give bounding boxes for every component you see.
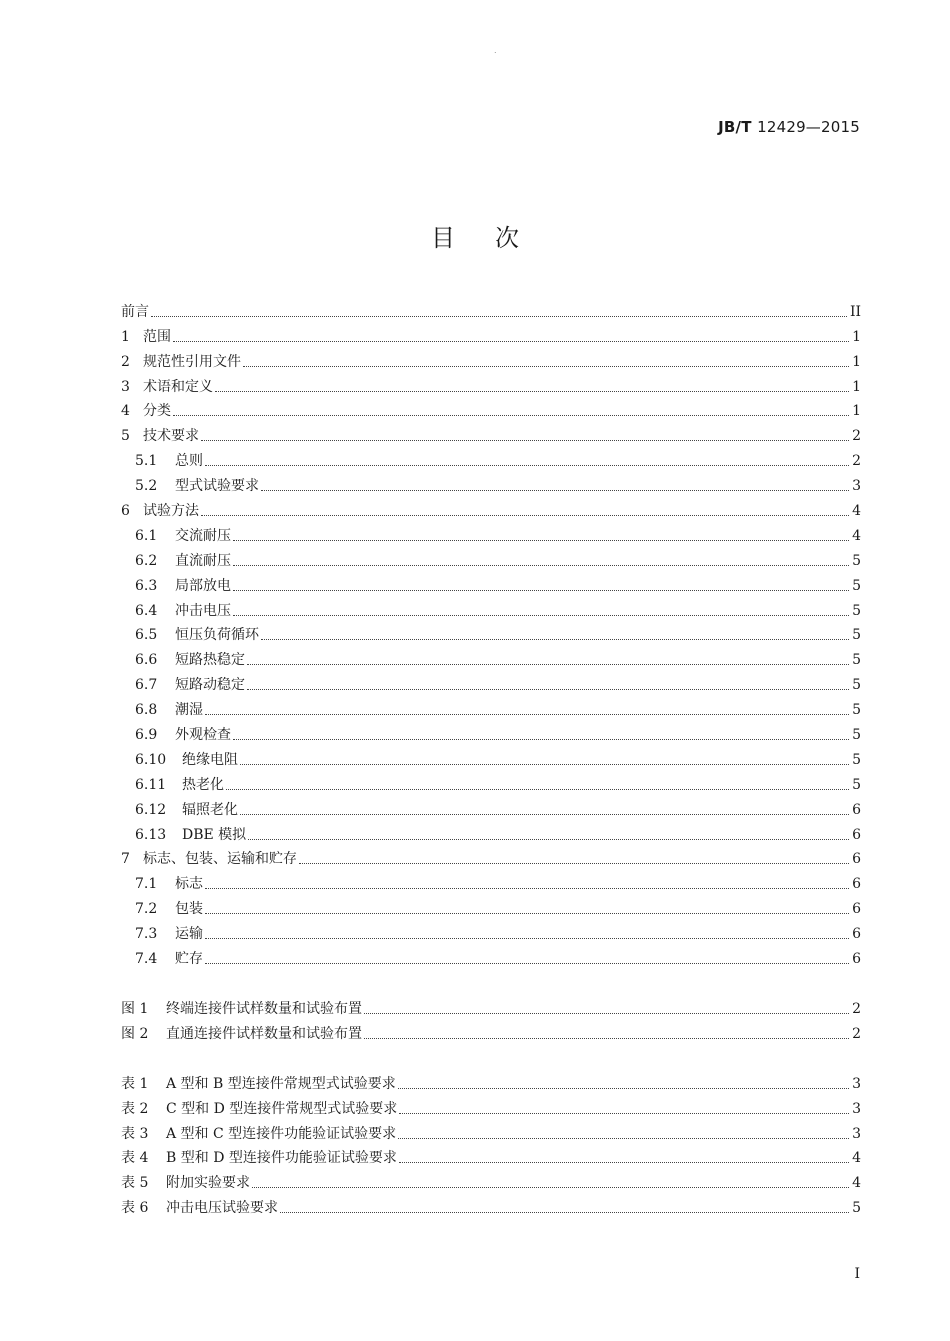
entry-number: 6.8: [135, 702, 158, 719]
entry-label: 终端连接件试样数量和试验布置: [166, 1000, 362, 1017]
entry-label: 规范性引用文件: [143, 353, 241, 370]
entry-page: 6: [852, 901, 861, 918]
entry-label: 型式试验要求: [175, 478, 259, 495]
entry-number: 6.1: [135, 527, 158, 544]
entry-label: 外观检查: [175, 727, 231, 744]
section-gap: [121, 1043, 861, 1068]
entry-page: 3: [852, 1100, 861, 1117]
table-of-contents: [121, 296, 861, 1217]
figure-entry[interactable]: [121, 1018, 861, 1043]
entry-number: 表 2: [121, 1100, 149, 1117]
toc-entry[interactable]: [121, 868, 861, 893]
entry-number: 6.2: [135, 552, 158, 569]
toc-entry[interactable]: [121, 321, 861, 346]
dot-leader: [151, 316, 847, 317]
toc-entry[interactable]: [121, 669, 861, 694]
dot-leader: [201, 515, 849, 516]
entry-page: 6: [852, 801, 861, 818]
entry-number: 6.11: [135, 776, 167, 793]
entry-page: 5: [852, 776, 861, 793]
dot-leader: [364, 1038, 849, 1039]
dot-leader: [205, 938, 849, 939]
entry-label: 贮存: [175, 951, 203, 968]
entry-page: 4: [852, 1175, 861, 1192]
dot-leader: [247, 689, 849, 690]
entry-page: 5: [852, 677, 861, 694]
entry-page: 1: [852, 353, 861, 370]
entry-number: 7.1: [135, 876, 158, 893]
dot-leader: [205, 963, 849, 964]
entry-number: 5.1: [135, 453, 158, 470]
dot-leader: [240, 764, 849, 765]
dot-leader: [233, 565, 849, 566]
dot-leader: [252, 1187, 849, 1188]
toc-entry[interactable]: [121, 346, 861, 371]
entry-label: 运输: [175, 926, 203, 943]
entry-number: 1: [121, 328, 130, 345]
toc-entry[interactable]: [121, 943, 861, 968]
toc-entry[interactable]: [121, 495, 861, 520]
entry-number: 7.3: [135, 926, 158, 943]
dot-leader: [399, 1162, 849, 1163]
toc-entry[interactable]: [121, 794, 861, 819]
toc-entry[interactable]: [121, 644, 861, 669]
entry-page: 1: [852, 378, 861, 395]
entry-page: 1: [852, 403, 861, 420]
entry-number: 6.4: [135, 602, 158, 619]
standard-prefix: JB/T: [718, 118, 752, 136]
entry-page: II: [849, 303, 861, 320]
entry-page: 6: [852, 951, 861, 968]
toc-entry[interactable]: [121, 719, 861, 744]
entry-label: 局部放电: [175, 577, 231, 594]
section-gap: [121, 968, 861, 993]
entry-number: 表 4: [121, 1150, 149, 1167]
toc-entry[interactable]: [121, 918, 861, 943]
dot-leader: [261, 490, 849, 491]
dot-leader: [205, 913, 849, 914]
entry-page: 5: [852, 702, 861, 719]
toc-entry[interactable]: [121, 371, 861, 396]
entry-label: 辐照老化: [182, 801, 238, 818]
entry-label: 短路热稳定: [175, 652, 245, 669]
entry-number: 6.9: [135, 727, 158, 744]
toc-entry[interactable]: [121, 396, 861, 421]
entry-page: 6: [852, 851, 861, 868]
entry-page: 3: [852, 1075, 861, 1092]
entry-label: 交流耐压: [175, 527, 231, 544]
entry-label: 短路动稳定: [175, 677, 245, 694]
dot-leader: [299, 863, 849, 864]
table-entry[interactable]: [121, 1068, 861, 1093]
dot-leader: [173, 415, 849, 416]
entry-label: 总则: [175, 453, 203, 470]
entry-number: 6.12: [135, 801, 167, 818]
entry-label: 热老化: [182, 776, 224, 793]
entry-page: 5: [852, 602, 861, 619]
entry-page: 2: [852, 453, 861, 470]
entry-page: 6: [852, 876, 861, 893]
entry-number: 6: [121, 503, 130, 520]
toc-entry[interactable]: [121, 545, 861, 570]
dot-leader: [233, 615, 849, 616]
entry-label: 分类: [143, 403, 171, 420]
entry-number: 7: [121, 851, 130, 868]
entry-number: 6.5: [135, 627, 158, 644]
entry-label: A 型和 B 型连接件常规型式试验要求: [166, 1075, 396, 1092]
toc-entry[interactable]: [121, 570, 861, 595]
entry-number: 2: [121, 353, 130, 370]
dot-leader: [398, 1088, 849, 1089]
dot-leader: [247, 664, 849, 665]
entry-label: 术语和定义: [143, 378, 213, 395]
page-title: 目次: [431, 224, 559, 252]
entry-page: 2: [852, 1025, 861, 1042]
table-entry[interactable]: [121, 1093, 861, 1118]
entry-number: 5.2: [135, 478, 158, 495]
entry-number: 表 5: [121, 1175, 149, 1192]
toc-entry[interactable]: [121, 595, 861, 620]
entry-page: 5: [852, 1200, 861, 1217]
dot-leader: [233, 739, 849, 740]
dot-leader: [226, 789, 849, 790]
entry-label: 技术要求: [143, 428, 199, 445]
entry-number: 图 2: [121, 1025, 149, 1042]
toc-entry[interactable]: [121, 520, 861, 545]
entry-label: B 型和 D 型连接件功能验证试验要求: [166, 1150, 397, 1167]
entry-page: 3: [852, 1125, 861, 1142]
entry-page: 5: [852, 727, 861, 744]
entry-page: 5: [852, 577, 861, 594]
entry-page: 5: [852, 751, 861, 768]
dot-leader: [205, 714, 849, 715]
entry-number: 6.7: [135, 677, 158, 694]
entry-page: 5: [852, 552, 861, 569]
entry-number: 5: [121, 428, 130, 445]
entry-label: 标志: [175, 876, 203, 893]
toc-entry[interactable]: [121, 893, 861, 918]
dot-leader: [205, 465, 849, 466]
entry-label: 恒压负荷循环: [175, 627, 259, 644]
entry-label: 直通连接件试样数量和试验布置: [166, 1025, 362, 1042]
dot-leader: [399, 1113, 849, 1114]
toc-entry[interactable]: [121, 819, 861, 844]
entry-page: 6: [852, 926, 861, 943]
entry-page: 3: [852, 478, 861, 495]
dot-leader: [243, 366, 849, 367]
entry-page: 4: [852, 503, 861, 520]
table-entry[interactable]: [121, 1167, 861, 1192]
table-entry[interactable]: [121, 1192, 861, 1217]
entry-number: 表 3: [121, 1125, 149, 1142]
figure-entry[interactable]: [121, 993, 861, 1018]
top-mark: .: [494, 46, 497, 55]
entry-label: 直流耐压: [175, 552, 231, 569]
entry-page: 1: [852, 328, 861, 345]
dot-leader: [364, 1013, 849, 1014]
dot-leader: [215, 391, 849, 392]
toc-entry[interactable]: [121, 694, 861, 719]
entry-label: 绝缘电阻: [182, 751, 238, 768]
toc-entry[interactable]: [121, 470, 861, 495]
entry-page: 2: [852, 1000, 861, 1017]
entry-number: 6.3: [135, 577, 158, 594]
toc-entry[interactable]: [121, 445, 861, 470]
dot-leader: [233, 590, 849, 591]
entry-label: 标志、包装、运输和贮存: [143, 851, 297, 868]
toc-entry[interactable]: [121, 844, 861, 869]
table-entry[interactable]: [121, 1118, 861, 1143]
entry-label: 潮湿: [175, 702, 203, 719]
entry-page: 4: [852, 1150, 861, 1167]
entry-page: 5: [852, 627, 861, 644]
entry-label: 附加实验要求: [166, 1175, 250, 1192]
entry-number: 表 1: [121, 1075, 149, 1092]
entry-number: 6.10: [135, 751, 167, 768]
entry-number: 6.13: [135, 826, 167, 843]
dot-leader: [201, 440, 849, 441]
entry-number: 表 6: [121, 1200, 149, 1217]
entry-label: C 型和 D 型连接件常规型式试验要求: [166, 1100, 398, 1117]
entry-label: 试验方法: [143, 503, 199, 520]
entry-number: 4: [121, 403, 130, 420]
standard-code: [718, 118, 860, 136]
entry-number: 图 1: [121, 1000, 149, 1017]
dot-leader: [248, 839, 849, 840]
toc-entry[interactable]: [121, 744, 861, 769]
dot-leader: [233, 540, 849, 541]
table-entry[interactable]: [121, 1143, 861, 1168]
dot-leader: [240, 814, 849, 815]
entry-page: 6: [852, 826, 861, 843]
standard-number: 12429—2015: [757, 118, 860, 136]
dot-leader: [261, 639, 849, 640]
toc-entry[interactable]: [121, 420, 861, 445]
toc-entry[interactable]: [121, 296, 861, 321]
entry-number: 7.4: [135, 951, 158, 968]
entry-label: 范围: [143, 328, 171, 345]
entry-number: 6.6: [135, 652, 158, 669]
toc-entry[interactable]: [121, 620, 861, 645]
dot-leader: [173, 341, 849, 342]
toc-entry[interactable]: [121, 769, 861, 794]
entry-number: 7.2: [135, 901, 158, 918]
entry-label: 冲击电压试验要求: [166, 1200, 278, 1217]
entry-page: 4: [852, 527, 861, 544]
entry-label: DBE 模拟: [182, 826, 247, 843]
entry-number: 3: [121, 378, 130, 395]
entry-label: A 型和 C 型连接件功能验证试验要求: [166, 1125, 397, 1142]
entry-label: 前言: [121, 303, 149, 320]
dot-leader: [280, 1212, 849, 1213]
entry-label: 包装: [175, 901, 203, 918]
dot-leader: [205, 888, 849, 889]
dot-leader: [398, 1138, 849, 1139]
entry-page: 5: [852, 652, 861, 669]
footer-page-number: I: [854, 1266, 860, 1282]
entry-label: 冲击电压: [175, 602, 231, 619]
entry-page: 2: [852, 428, 861, 445]
